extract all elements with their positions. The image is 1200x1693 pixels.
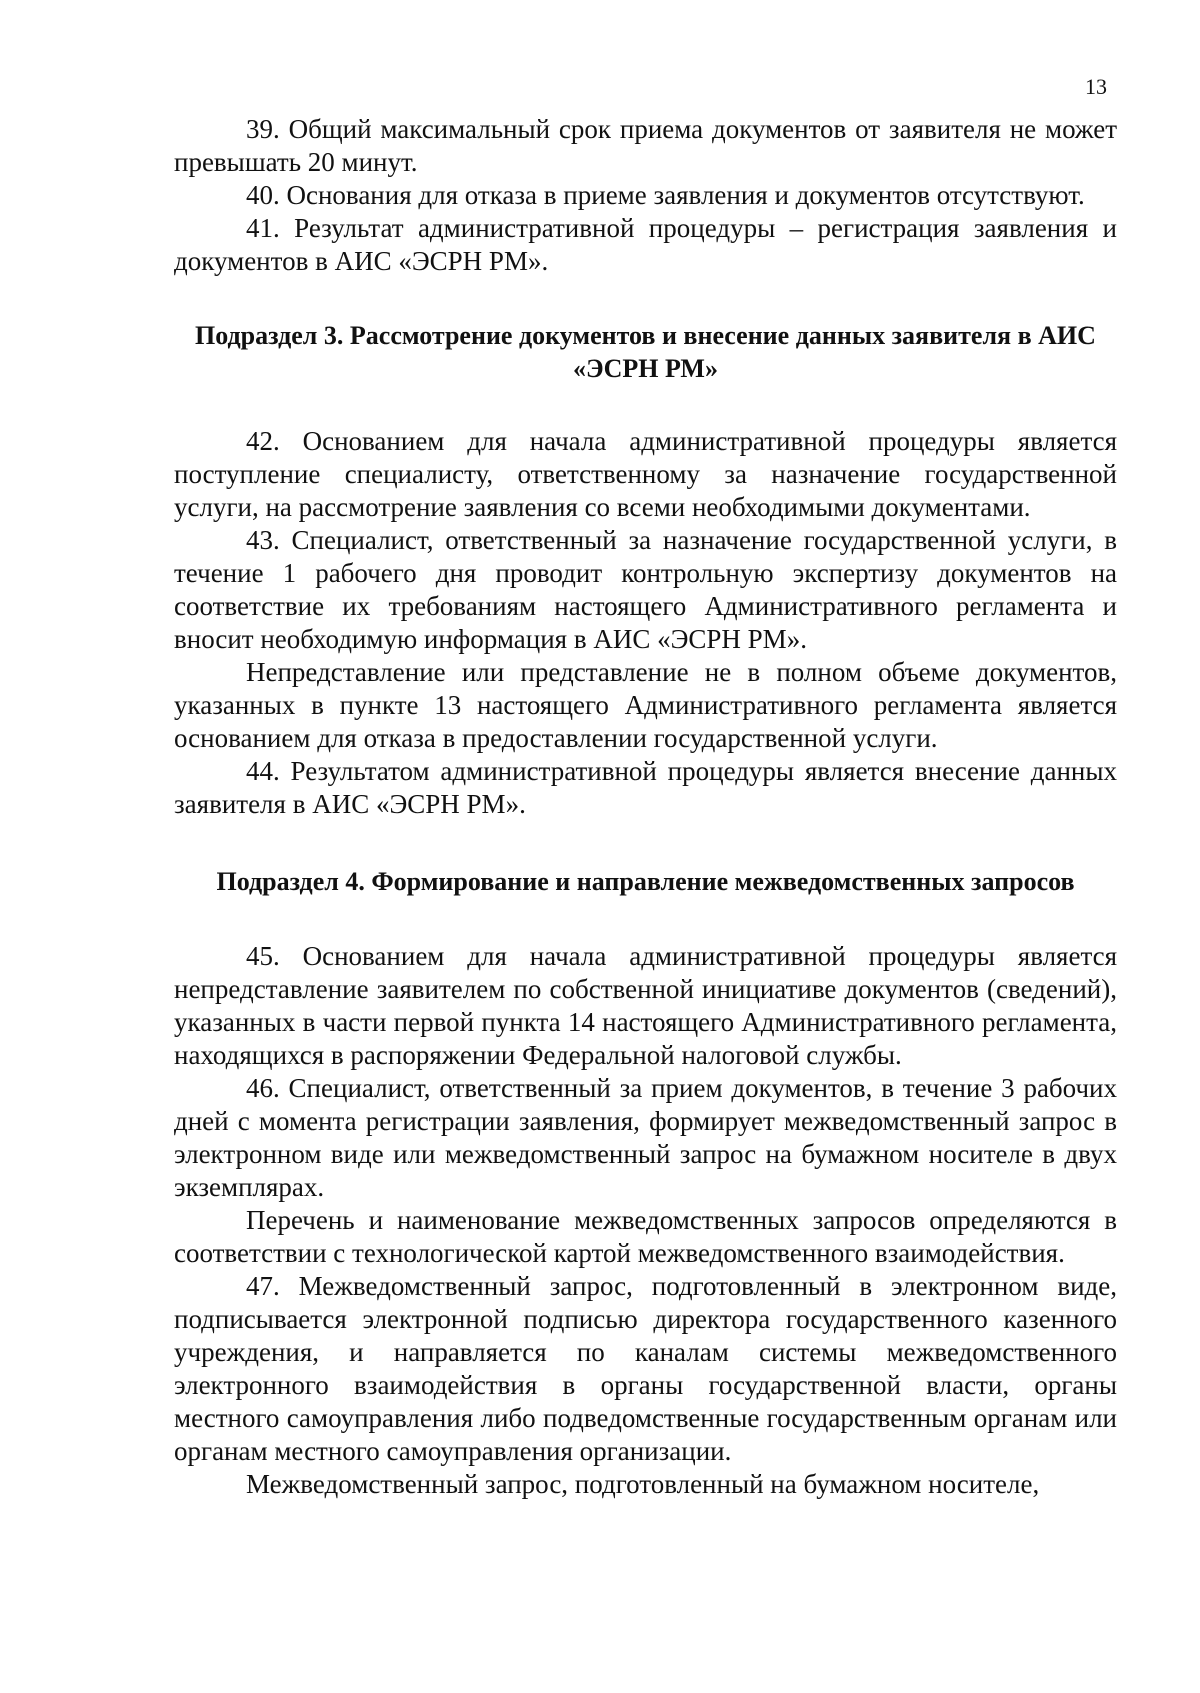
paragraph-39: 39. Общий максимальный срок приема документов от заявителя не может превышать 20 минут. [174,114,1117,177]
paragraph-41: 41. Результат административной процедуры – регистрация заявления и документов в АИС «ЭСРН РМ». [174,213,1117,276]
document-body [174,113,1117,1501]
paragraph-43: 43. Специалист, ответственный за назначение государственной услуги, в течение 1 рабочего дня проводит контрольную экспертизу документов на соответствие их требованиям настоящего Административного регламента и вносит необходимую информация в АИС «ЭСРН РМ». [174,525,1117,654]
paragraph-46: 46. Специалист, ответственный за прием документов, в течение 3 рабочих дней с момента регистрации заявления, формирует межведомственный запрос в электронном виде или межведомственный запрос на бумажном носителе в двух экземплярах. [174,1073,1117,1202]
paragraph-43-note: Непредставление или представление не в полном объеме документов, указанных в пункте 13 настоящего Административного регламента является основанием для отказа в предоставлении государственной услуги. [174,657,1117,753]
paragraph-42: 42. Основанием для начала административной процедуры является поступление специалисту, ответственному за назначение государственной услуги, на рассмотрение заявления со всеми необходимыми документами. [174,426,1117,522]
section-4-heading: Подраздел 4. Формирование и направление межведомственных запросов [216,867,1075,896]
paragraph-40: 40. Основания для отказа в приеме заявления и документов отсутствуют. [246,180,1085,210]
paragraph-44: 44. Результатом административной процедуры является внесение данных заявителя в АИС «ЭСРН РМ». [174,756,1117,819]
page-number: 13 [1085,74,1107,99]
paragraph-47-continued: Межведомственный запрос, подготовленный на бумажном носителе, [246,1469,1040,1499]
paragraph-47: 47. Межведомственный запрос, подготовленный в электронном виде, подписывается электронной подписью директора государственного казенного учреждения, и направляется по каналам системы межведомственного электронного взаимодействия в органы государственной власти, органы местного самоуправления либо подведомственные государственным органам или органам местного самоуправления организации. [174,1271,1117,1466]
section-3-heading: Подраздел 3. Рассмотрение документов и внесение данных заявителя в АИС «ЭСРН РМ» [195,321,1096,383]
paragraph-45: 45. Основанием для начала административной процедуры является непредставление заявителем по собственной инициативе документов (сведений), указанных в части первой пункта 14 настоящего Административного регламента, находящихся в распоряжении Федеральной налоговой службы. [174,941,1117,1070]
paragraph-46-note: Перечень и наименование межведомственных запросов определяются в соответствии с технологической картой межведомственного взаимодействия. [174,1205,1117,1268]
